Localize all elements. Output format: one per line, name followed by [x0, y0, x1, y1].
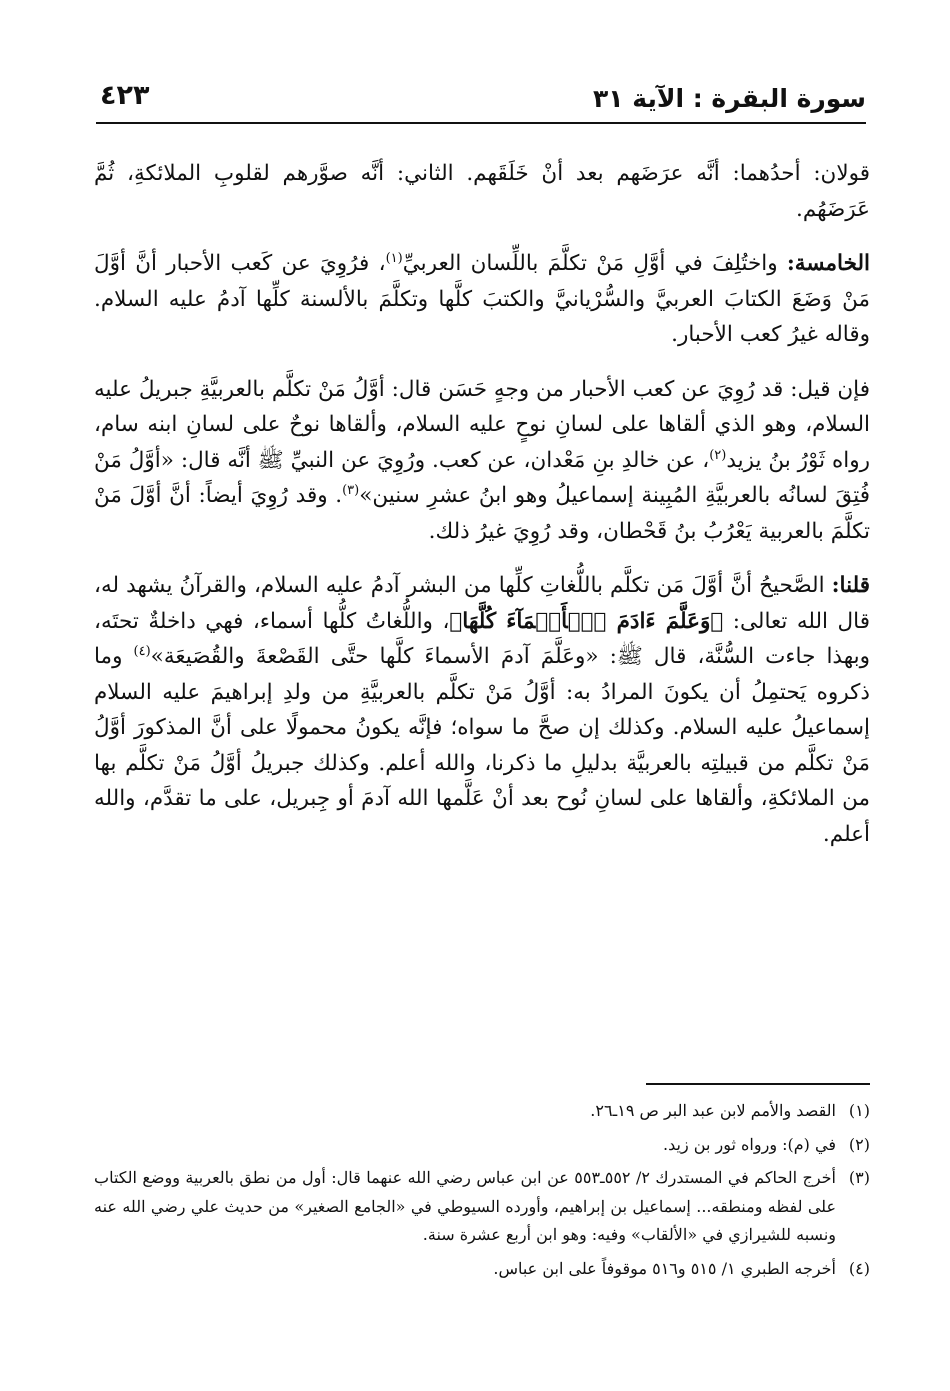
paragraph-1: [94, 156, 870, 227]
footnote-ref: (٣): [342, 482, 360, 498]
paragraph-2: [94, 246, 870, 353]
footnote-number: (٢): [848, 1134, 870, 1154]
footnote-text: أخرجه الطبري ١/ ٥١٥ و٥١٦ موقوفاً على ابن عباس.: [493, 1258, 836, 1278]
paragraph-text: واختُلِفَ في أوَّلِ مَنْ تكلَّمَ باللِّسان العربيِّ: [402, 251, 787, 276]
paragraph-3: [94, 372, 870, 550]
footnote-ref: (٢): [709, 447, 727, 463]
footnote-number: (٣): [848, 1168, 870, 1187]
footnote-number: (٤): [848, 1258, 870, 1278]
footnote-text: أخرج الحاكم في المستدرك ٢/ ٥٥٢ـ٥٥٣ عن ابن عباس رضي الله عنهما قال: أول من نطق بالعربية ووضع الكتاب على لفظه ومنطقه... إسماعيل بن إبراهيم، وأورده السيوطي في «الجامع الصغير» من حديث علي رضي الله عنه ونسبه للشيرازي في «الألقاب» وفيه: وهو ابن أربع عشرة سنة.: [94, 1168, 837, 1244]
footnote-ref: (١): [385, 250, 403, 266]
paragraph-text: الصَّحيحُ أنَّ أوَّلَ مَن تكلَّم باللُّغاتِ كلِّها من البشر آدمُ عليه السلام، والقرآنُ يشهد له، قال الله تعالى:: [94, 573, 870, 634]
paragraph-lead: الخامسة:: [786, 251, 870, 276]
paragraph-text: وما ذكروه يَحتمِلُ أن يكونَ المرادُ به: أوَّلُ مَنْ تكلَّم بالعربيَّةِ من ولدِ إبراهيمَ عليه السلام إسماعيلُ عليه السلام. وكذلك إن صحَّ ما سواه؛ فإنَّه يكونُ محمولًا على أنَّ المذكورَ أوَّلُ مَنْ تكلَّم من قبيلتِه بالعربيَّة بدليلِ ما ذكرنا، والله أعلم. وكذلك جبريلُ أوَّلُ مَنْ تكلَّم بها من الملائكةِ، وألقاها على لسانِ نُوح بعد أنْ عَلَّمها الله آدمَ أو جِبريل، على ما تقدَّم، والله أعلم.: [94, 644, 870, 847]
footnote: [94, 1131, 870, 1160]
footnote-ref: (٤): [133, 643, 151, 659]
footnote-text: في (م): ورواه ثور بن زيد.: [663, 1134, 836, 1154]
footnote: [94, 1164, 870, 1250]
paragraph-text: . وقد رُوِيَ أيضاً: أنَّ أوَّلَ مَنْ تكلَّمَ بالعربية يَعْرُبُ بنُ قَحْطان، وقد رُوِيَ غيرُ ذلك.: [94, 483, 870, 544]
footnotes: [94, 1097, 870, 1288]
footnote-divider: [646, 1083, 870, 1085]
page-number: ٤٢٣: [100, 80, 150, 111]
paragraph-text: قولان: أحدُهما: أنَّه عرَضَهم بعد أنْ خَلَقَهم. الثاني: أنَّه صوَّرهم لقلوبِ الملائكةِ، ثُمَّ عَرَضَهُم.: [94, 161, 870, 222]
footnote-number: (١): [848, 1101, 870, 1120]
footnote: [94, 1097, 870, 1126]
page-header: [96, 78, 866, 124]
paragraph-text: ، واللُّغاتُ كلُّها أسماء، فهي داخلةٌ تحتَه، وبهذا جاءت السُّنَّة، قال ﷺ: «وعَلَّمَ آدمَ الأسماءَ كلَّها حتَّى القَصْعةَ والقُصَيعَة»: [94, 608, 870, 669]
quran-verse: ﴿وَعَلَّمَ ءَادَمَ ٱلۡأَسۡمَآءَ كُلَّهَا﴾: [449, 608, 724, 634]
main-text: [94, 156, 870, 871]
footnote: [94, 1255, 870, 1284]
footnote-text: القصد والأمم لابن عبد البر ص ١٩ـ٢٦.: [590, 1101, 836, 1120]
paragraph-text: ، عن خالدِ بنِ مَعْدان، عن كعب. ورُوِيَ عن النبيِّ ﷺ أنَّه قال: «أوَّلُ مَنْ فُتِقَ لسانُه بالعربيَّةِ المُبِينة إسماعيلُ وهو ابنُ عشرِ سنين»: [94, 447, 870, 508]
paragraph-text: ، فرُوِيَ عن كَعب الأحبار أنَّ أوَّلَ مَنْ وَضَعَ الكتابَ العربيَّ والسُّرْيانيَّ والكتبَ كلَّها وتكلَّمَ بالألسنة كلِّها آدمُ عليه السلام. وقاله غيرُ كعب الأحبار.: [94, 251, 870, 347]
paragraph-4: [94, 568, 870, 852]
running-title: سورة البقرة : الآية ٣١: [593, 84, 866, 113]
paragraph-lead: قلنا:: [831, 573, 870, 598]
paragraph-text: فإن قيل: قد رُوِيَ عن كعب الأحبار من وجهٍ حَسَن قال: أوَّلُ مَنْ تكلَّم بالعربيَّةِ جبريلُ عليه السلام، وهو الذي ألقاها على لسانِ نوحٍ عليه السلام، وألقاها نوحٌ على لسانِ ابنه سام، رواه ثَوْرُ بنُ يزيد: [94, 376, 870, 473]
